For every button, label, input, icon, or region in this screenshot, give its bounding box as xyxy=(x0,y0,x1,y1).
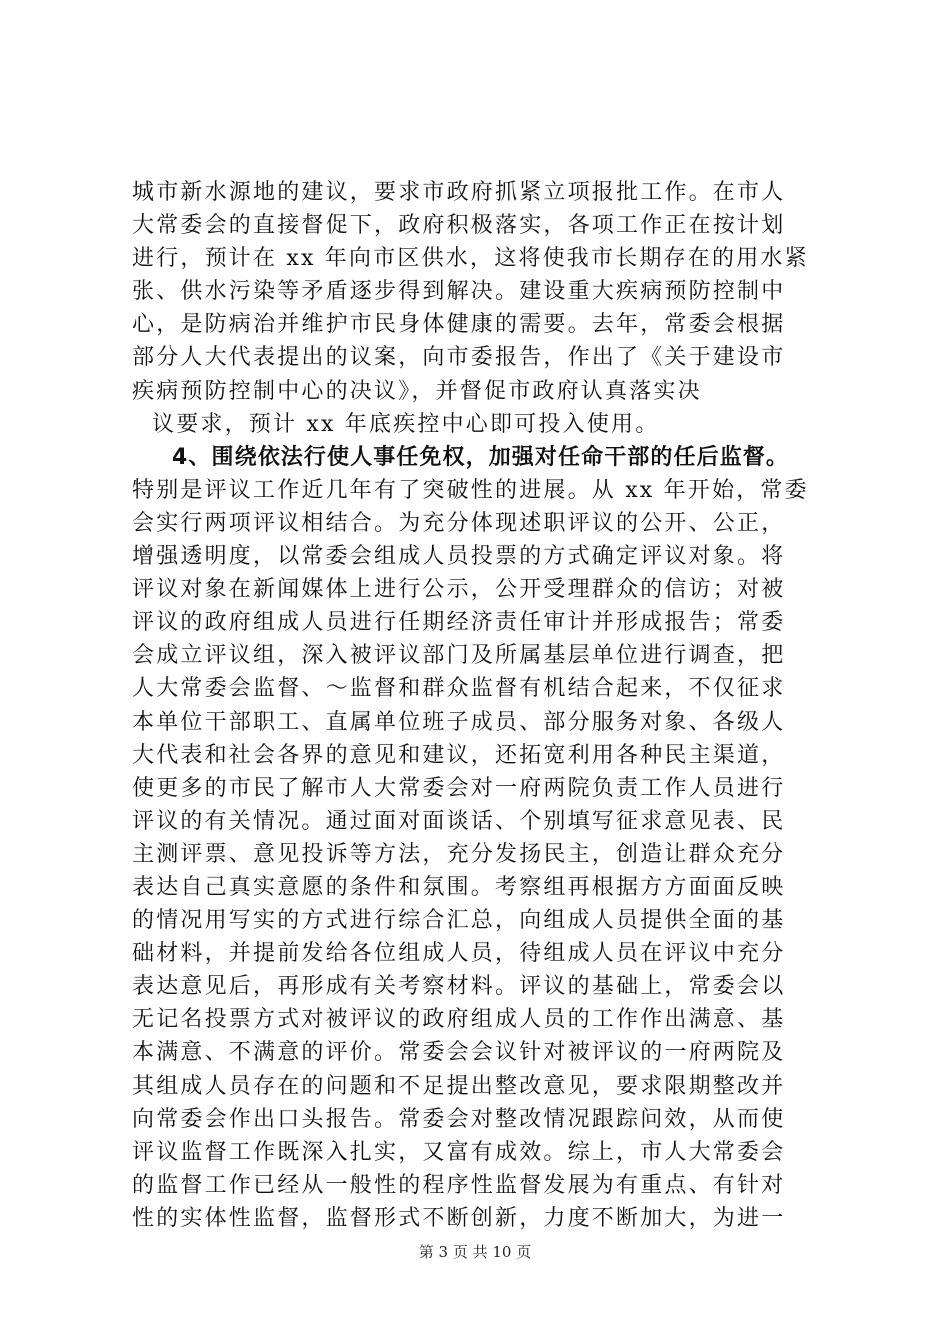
text-line: 主测评票、意见投诉等方法，充分发扬民主，创造让群众充分 xyxy=(132,841,786,867)
text-line: 本满意、不满意的评价。常委会会议针对被评议的一府两院及 xyxy=(132,1040,786,1066)
text-line: 心，是防病治并维护市民身体健康的需要。去年，常委会根据 xyxy=(132,312,786,338)
text-line: 城市新水源地的建议，要求市政府抓紧立项报批工作。在市人 xyxy=(132,180,786,205)
text-line: 人大常委会监督、～监督和群众监督有机结合起来，不仅征求 xyxy=(132,676,786,702)
text-line: 会实行两项评议相结合。为充分体现述职评议的公开、公正， xyxy=(132,510,786,536)
text-line: 评议的政府组成人员进行任期经济责任审计并形成报告；常委 xyxy=(132,610,786,636)
text-line: 张、供水污染等矛盾逐步得到解决。建设重大疾病预防控制中 xyxy=(132,279,786,305)
text-line: 部分人大代表提出的议案，向市委报告，作出了《关于建设市 xyxy=(132,345,786,371)
page-number-footer: 第 3 页 共 10 页 xyxy=(418,1243,532,1261)
body-text xyxy=(132,176,832,1235)
text-line: 会成立评议组，深入被评议部门及所属基层单位进行调查，把 xyxy=(132,643,786,669)
text-line: 增强透明度，以常委会组成人员投票的方式确定评议对象。将 xyxy=(132,544,786,570)
text-line: 本单位干部职工、直属单位班子成员、部分服务对象、各级人 xyxy=(132,709,786,735)
text-line: 评议对象在新闻媒体上进行公示，公开受理群众的信访；对被 xyxy=(132,577,786,603)
text-line: 其组成人员存在的问题和不足提出整改意见，要求限期整改并 xyxy=(132,1073,786,1099)
text-line: 表达意见后，再形成有关考察材料。评议的基础上，常委会以 xyxy=(132,974,786,1000)
text-line: 础材料，并提前发给各位组成人员，待组成人员在评议中充分 xyxy=(132,941,786,967)
text-line: 特别是评议工作近几年有了突破性的进展。从 xx 年开始，常委 xyxy=(132,477,809,503)
text-line: 向常委会作出口头报告。常委会对整改情况跟踪问效，从而使 xyxy=(132,1106,786,1132)
section-heading: 4、围绕依法行使人事任免权，加强对任命干部的任后监督。 xyxy=(172,444,790,470)
text-line: 进行，预计在 xx 年向市区供水，这将使我市长期存在的用水紧 xyxy=(132,246,809,272)
text-line: 疾病预防控制中心的决议》，并督促市政府认真落实决 xyxy=(132,378,702,404)
text-line: 无记名投票方式对被评议的政府组成人员的工作作出满意、基 xyxy=(132,1007,786,1033)
text-line: 评议监督工作既深入扎实，又富有成效。综上，市人大常委会 xyxy=(132,1139,786,1165)
text-line: 的情况用写实的方式进行综合汇总，向组成人员提供全面的基 xyxy=(132,908,786,934)
text-line: 评议的有关情况。通过面对面谈话、个别填写征求意见表、民 xyxy=(132,808,786,834)
text-line: 大常委会的直接督促下，政府积极落实，各项工作正在按计划 xyxy=(132,213,786,239)
text-line: 议要求，预计 xx 年底疾控中心即可投入使用。 xyxy=(152,411,660,437)
text-line: 性的实体性监督，监督形式不断创新，力度不断加大，为进一 xyxy=(132,1205,786,1231)
text-line: 大代表和社会各界的意见和建议，还拓宽利用各种民主渠道， xyxy=(132,742,786,768)
text-line: 表达自己真实意愿的条件和氛围。考察组再根据方方面面反映 xyxy=(132,874,786,900)
text-line: 使更多的市民了解市人大常委会对一府两院负责工作人员进行 xyxy=(132,775,786,801)
text-line: 的监督工作已经从一般性的程序性监督发展为有重点、有针对 xyxy=(132,1172,786,1198)
